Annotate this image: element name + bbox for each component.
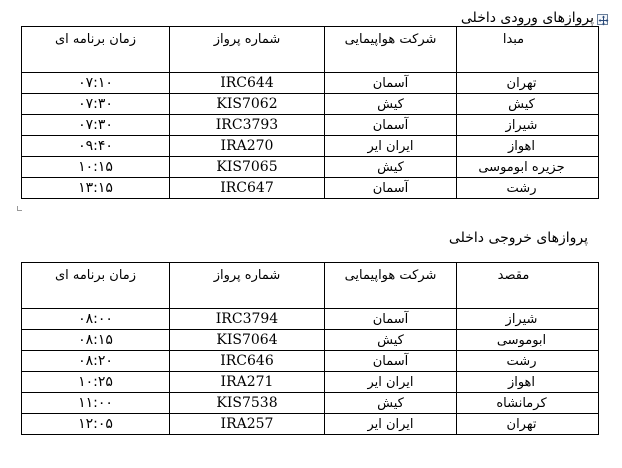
- table-row: [22, 73, 599, 94]
- cell-city: اهواز: [457, 136, 599, 157]
- table-row: [22, 309, 599, 330]
- cell-airline: کیش: [325, 94, 457, 115]
- header-scheduled-time: زمان برنامه ای: [22, 263, 170, 309]
- cell-city: کرمانشاه: [457, 393, 599, 414]
- cell-city: شیراز: [457, 115, 599, 136]
- cell-flight: IRC3793: [170, 115, 325, 136]
- cell-flight: IRA257: [170, 414, 325, 435]
- cell-city: اهواز: [457, 372, 599, 393]
- cell-flight: IRC647: [170, 178, 325, 199]
- cell-time: ۰۷:۱۰: [22, 73, 170, 94]
- cell-city: رشت: [457, 351, 599, 372]
- header-airline: شرکت هواپیمایی: [325, 27, 457, 73]
- cell-city: جزیره ابوموسی: [457, 157, 599, 178]
- cell-city: تهران: [457, 73, 599, 94]
- table-row: [22, 115, 599, 136]
- cell-time: ۱۲:۰۵: [22, 414, 170, 435]
- cell-airline: آسمان: [325, 351, 457, 372]
- table-row: [22, 330, 599, 351]
- cell-airline: آسمان: [325, 115, 457, 136]
- table-move-handle-icon[interactable]: [597, 14, 608, 25]
- cell-city: کیش: [457, 94, 599, 115]
- departures-title: پروازهای خروجی داخلی: [448, 230, 588, 246]
- cell-airline: آسمان: [325, 73, 457, 94]
- cell-city: رشت: [457, 178, 599, 199]
- cell-airline: کیش: [325, 393, 457, 414]
- cell-time: ۰۷:۳۰: [22, 115, 170, 136]
- cell-time: ۰۸:۲۰: [22, 351, 170, 372]
- cell-city: تهران: [457, 414, 599, 435]
- arrivals-title: پروازهای ورودی داخلی: [460, 10, 594, 26]
- header-airline: شرکت هواپیمایی: [325, 263, 457, 309]
- cell-flight: KIS7065: [170, 157, 325, 178]
- table-row: [22, 414, 599, 435]
- table-resize-corner: [17, 206, 22, 211]
- table-row: [22, 178, 599, 199]
- header-scheduled-time: زمان برنامه ای: [22, 27, 170, 73]
- cell-flight: IRC3794: [170, 309, 325, 330]
- table-header-row: [22, 263, 599, 309]
- arrivals-table: [21, 26, 599, 199]
- cell-airline: آسمان: [325, 309, 457, 330]
- table-row: [22, 136, 599, 157]
- cell-airline: ایران ایر: [325, 414, 457, 435]
- cell-flight: KIS7538: [170, 393, 325, 414]
- cell-flight: IRA270: [170, 136, 325, 157]
- header-destination: مقصد: [457, 263, 599, 309]
- cell-time: ۱۰:۱۵: [22, 157, 170, 178]
- table-row: [22, 372, 599, 393]
- table-row: [22, 157, 599, 178]
- table-header-row: [22, 27, 599, 73]
- table-row: [22, 393, 599, 414]
- cell-time: ۱۰:۲۵: [22, 372, 170, 393]
- cell-airline: آسمان: [325, 178, 457, 199]
- cell-flight: IRC644: [170, 73, 325, 94]
- header-flight-number: شماره پرواز: [170, 263, 325, 309]
- cell-time: ۱۳:۱۵: [22, 178, 170, 199]
- cell-airline: کیش: [325, 157, 457, 178]
- cell-time: ۰۹:۴۰: [22, 136, 170, 157]
- cell-airline: کیش: [325, 330, 457, 351]
- cell-time: ۰۸:۰۰: [22, 309, 170, 330]
- cell-time: ۰۷:۳۰: [22, 94, 170, 115]
- cell-time: ۰۸:۱۵: [22, 330, 170, 351]
- departures-table: [21, 262, 599, 435]
- cell-city: شیراز: [457, 309, 599, 330]
- table-row: [22, 94, 599, 115]
- cell-airline: ایران ایر: [325, 136, 457, 157]
- header-origin: مبدا: [457, 27, 599, 73]
- cell-flight: KIS7064: [170, 330, 325, 351]
- cell-airline: ایران ایر: [325, 372, 457, 393]
- cell-city: ابوموسی: [457, 330, 599, 351]
- cell-time: ۱۱:۰۰: [22, 393, 170, 414]
- cell-flight: IRC646: [170, 351, 325, 372]
- header-flight-number: شماره پرواز: [170, 27, 325, 73]
- cell-flight: KIS7062: [170, 94, 325, 115]
- cell-flight: IRA271: [170, 372, 325, 393]
- table-row: [22, 351, 599, 372]
